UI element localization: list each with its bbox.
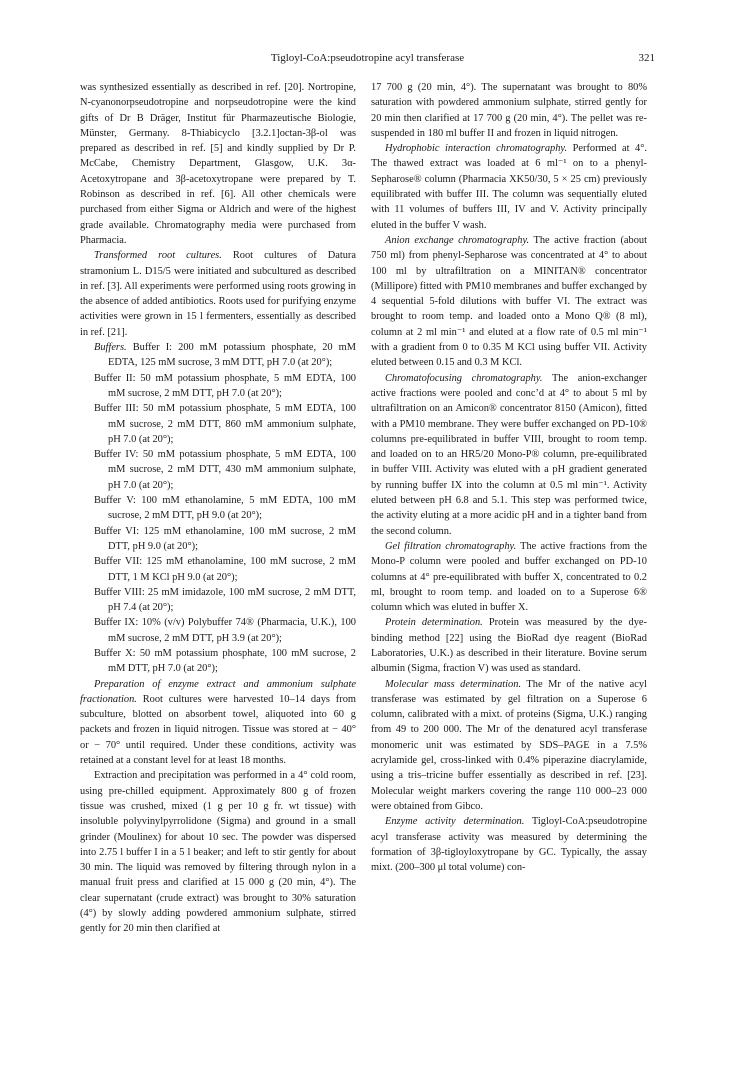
paragraph-text: Buffer X: 50 mM potassium phosphate, 100 mM sucrose, 2 mM DTT, pH 7.0 (at 20°); (94, 647, 356, 675)
section-heading: Molecular mass determination. (385, 678, 522, 690)
paragraph (94, 615, 356, 646)
paragraph-text: Tigloyl-CoA:pseudotropine acyl transferase activity was measured by determining the formation of 3β-tigloyloxytropane by GC. Typically, the assay mixt. (200–300 μl total volume) con- (371, 816, 648, 874)
paragraph-text: was synthesized essentially as described in ref. [20]. Nortropine, N-cyanonorpseudotropine and norpseudotropine were the kind gifts of Dr B Dräger, Institut für Pharmazeutische Biologie, Münster, Germany. 8-Thiabicyclo [3.2.1]octan-3β-ol was prepared as described in ref. [5] and kindly supplied by Dr P. McCabe, Chemistry Department, Glasgow, U.K. 3α-Acetoxytropane and 3β-acetoxytropane were prepared by T. Robinson as described in ref. [6]. All other chemicals were purchased from either Sigma or Aldrich and were of the highest grade available. Chromatography media were purchased from Pharmacia. (80, 82, 356, 246)
section-heading: Transformed root cultures. (94, 250, 222, 262)
paragraph (94, 401, 356, 447)
paragraph-text: The Mr of the native acyl transferase was estimated by gel filtration on a Superose 6 column, calibrated with a mixt. of proteins (Sigma, U.K.) ranging from 49 to 200 000. The Mr of the denatured acyl transferase monomeric unit was estimated by SDS–PAGE in a 7.5% acrylamide gel, cross-linked with 0.4% piperazine diacrylamide, using a tris–tricine buffer essentially as described in ref. [23]. Molecular weight markers covering the range 110 000–23 000 were obtained from Gibco. (371, 678, 647, 812)
paragraph (371, 539, 647, 615)
paragraph (371, 814, 647, 875)
paragraph-text: Buffer III: 50 mM potassium phosphate, 5 mM EDTA, 100 mM sucrose, 2 mM DTT, 860 mM ammonium sulphate, pH 7.0 (at 20°); (94, 403, 356, 445)
section-heading: Preparation of enzyme extract and ammonium sulphate fractionation. (80, 678, 356, 705)
paragraph-text: Buffer IX: 10% (v/v) Polybuffer 74® (Pharmacia, U.K.), 100 mM sucrose, 2 mM DTT, pH 3.9 (at 20°); (94, 617, 356, 644)
paragraph-text: Buffer I: 200 mM potassium phosphate, 20 mM EDTA, 125 mM sucrose, 3 mM DTT, pH 7.0 (at 20°); (108, 342, 356, 369)
running-title: Tigloyl-CoA:pseudotropine acyl transferase (270, 52, 465, 64)
paragraph (80, 768, 356, 936)
paragraph-text: Buffer V: 100 mM ethanolamine, 5 mM EDTA, 100 mM sucrose, 2 mM DTT, pH 9.0 (at 20°); (94, 495, 356, 522)
section-heading: Hydrophobic interaction chromatography. (385, 143, 568, 155)
paragraph-text: Performed at 4°. The thawed extract was loaded at 6 ml⁻¹ on to a phenyl-Sepharose® column (Pharmacia XK50/30, 5 × 25 cm) previously equilibrated with buffer III. The column was sequentially eluted with 11 volumes of buffers III, IV and V. Activity principally eluted in the buffer V wash. (371, 143, 647, 231)
paragraph (80, 677, 356, 769)
paragraph (94, 554, 356, 585)
section-heading: Protein determination. (385, 617, 483, 629)
paragraph-text: Buffer II: 50 mM potassium phosphate, 5 mM EDTA, 100 mM sucrose, 2 mM DTT, pH 7.0 (at 20°); (94, 372, 356, 399)
paragraph-text: Protein was measured by the dye-binding method [22] using the BioRad dye reagent (BioRad Laboratories, U.K.) as described in their literature. Bovine serum albumin (Sigma, fraction V) was used as standard. (371, 617, 647, 675)
paragraph-text: Buffer IV: 50 mM potassium phosphate, 5 mM EDTA, 100 mM sucrose, 2 mM DTT, 430 mM ammonium sulphate, pH 7.0 (at 20°); (94, 449, 356, 491)
paragraph (371, 371, 647, 539)
section-heading: Buffers. (94, 342, 127, 354)
paragraph (94, 524, 356, 555)
paragraph (371, 141, 647, 233)
paragraph-text: Root cultures of Datura stramonium L. D15/5 were initiated and subcultured as described in ref. [3]. All experiments were performed using roots growing in the absence of added antibiotics. Roots used for purifying enzyme activities were grown in 15 l fermenters, essentially as described in ref. [21]. (80, 250, 357, 338)
paragraph-text: Extraction and precipitation was performed in a 4° cold room, using pre-chilled equipment. Approximately 800 g of frozen tissue was crushed, mixed (1 g per 10 g fr. wt tissue) with insoluble polyvinylpyrrolidone (Sigma) and ground in a small grinder (Moulinex) for about 10 sec. The powder was dispersed into 2.75 l buffer I in a 5 l beaker; and left to stir gently for about 30 min. The liquid was removed by filtering through nylon in a manual fruit press and clarified at 15 000 g (20 min, 4°). The clear supernatant (crude extract) was brought to 30% saturation (4°) by slowly adding powdered ammonium sulphate, stirred gently for 20 min then clarified at (80, 770, 356, 935)
paragraph (94, 447, 356, 493)
paragraph-text: The anion-exchanger active fractions were pooled and conc’d at 4° to about 5 ml by ultrafiltration on an Amicon® concentrator 8150 (Amicon), fitted with a PM10 membrane. They were buffer exchanged on PD-10® columns pre-equilibrated in buffer VIII, brought to room temp. and loaded on to an HR5/20 Mono-P® column, pre-equilibrated in buffer VIII. Activity was eluted with a pH gradient generated by running buffer IX into the column at 0.5 ml min⁻¹. Activity eluted between pH 6.8 and 5.1. This step was performed twice, the activity eluting at a more acidic pH and in a tighter band from the second column. (371, 372, 647, 537)
paragraph-text: The active fractions from the Mono-P column were pooled and buffer exchanged on PD-10 columns at 4° pre-equilibrated with buffer X, concentrated to 0.2 ml, brought to room temp. and loaded on to a Superose 6® column which was eluted in buffer X. (371, 540, 647, 614)
section-heading: Gel filtration chromatography. (385, 540, 517, 552)
paragraph (371, 80, 647, 141)
paragraph (94, 371, 356, 402)
paragraph (94, 646, 356, 677)
section-heading: Enzyme activity determination. (385, 816, 525, 828)
paragraph (94, 585, 356, 616)
paragraph (94, 340, 356, 371)
right-text-column (371, 80, 647, 875)
paragraph (80, 248, 356, 340)
section-heading: Anion exchange chromatography. (385, 234, 530, 246)
paragraph-text: Buffer VII: 125 mM ethanolamine, 100 mM sucrose, 2 mM DTT, 1 M KCl pH 9.0 (at 20°); (94, 556, 356, 583)
paragraph-text: Buffer VI: 125 mM ethanolamine, 100 mM sucrose, 2 mM DTT, pH 9.0 (at 20°); (94, 525, 356, 552)
running-header (80, 52, 655, 68)
paragraph-text: 17 700 g (20 min, 4°). The supernatant was brought to 80% saturation with powdered ammonium sulphate, stirred gently for 20 min then clarified at 17 700 g (20 min, 4°). The pellet was re-suspended in 180 ml buffer II and frozen in liquid nitrogen. (371, 82, 647, 139)
paragraph (371, 233, 647, 371)
paragraph (80, 80, 356, 248)
section-heading: Chromatofocusing chromatography. (385, 372, 543, 384)
paragraph (371, 677, 647, 815)
paragraph-text: Root cultures were harvested 10–14 days from subculture, blotted on absorbent towel, aliquoted into 60 g packets and frozen in liquid nitrogen. Tissue was stored at − 40° or − 70° until required. Under these conditions, activity was retained at a constant level for at least 18 months. (80, 693, 356, 767)
page-number: 321 (638, 52, 655, 64)
paragraph (371, 615, 647, 676)
paragraph (94, 493, 356, 524)
left-text-column (80, 80, 356, 937)
paragraph-text: Buffer VIII: 25 mM imidazole, 100 mM sucrose, 2 mM DTT, pH 7.4 (at 20°); (94, 586, 356, 614)
paragraph-text: The active fraction (about 750 ml) from phenyl-Sepharose was concentrated at 4° to about 100 ml by ultrafiltration on a MINITAN® concentrator (Millipore) fitted with PM10 membranes and buffer exchanged by 4 sequential 5-fold dilutions with buffer VI. The extract was brought to room temp. and loaded onto a Mono Q® (8 ml), column at 2 ml min⁻¹ and eluted at a flow rate of 0.5 ml min⁻¹ with a gradient from 0 to 0.35 M KCl using buffer VII. Activity eluted between 0.15 and 0.3 M KCl. (371, 234, 647, 369)
